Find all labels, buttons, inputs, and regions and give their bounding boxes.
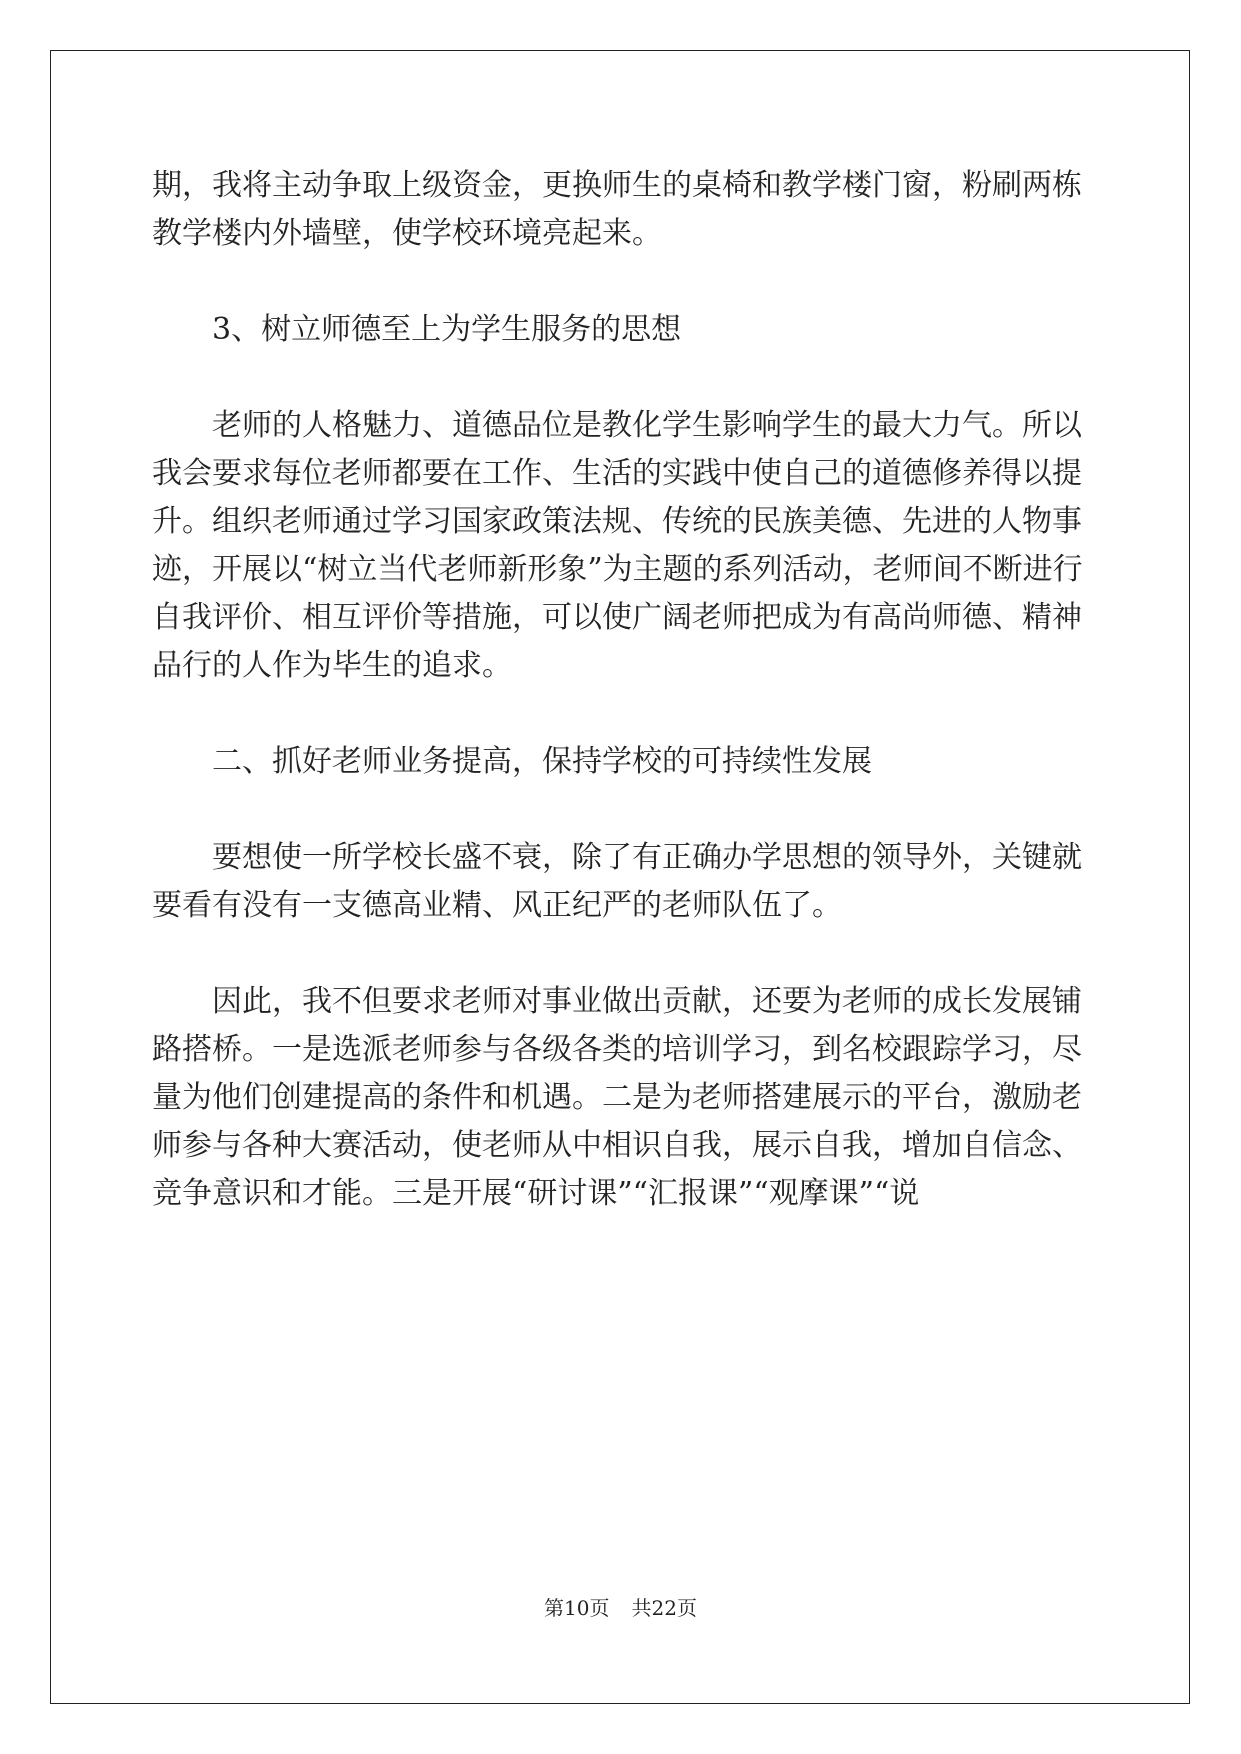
document-body — [152, 162, 1089, 1218]
paragraph: 要想使一所学校长盛不衰，除了有正确办学思想的领导外，关键就要看有没有一支德高业精、风正纪严的老师队伍了。 — [152, 840, 1082, 923]
paragraph: 期，我将主动争取上级资金，更换师生的桌椅和教学楼门窗，粉刷两栋教学楼内外墙壁，使学校环境亮起来。 — [152, 168, 1082, 251]
page-total: 共22页 — [631, 1596, 697, 1620]
page-footer — [0, 1592, 1241, 1621]
page-number: 第10页 — [544, 1596, 610, 1620]
paragraph: 因此，我不但要求老师对事业做出贡献，还要为老师的成长发展铺路搭桥。一是选派老师参与各级各类的培训学习，到名校跟踪学习，尽量为他们创建提高的条件和机遇。二是为老师搭建展示的平台，激励老师参与各种大赛活动，使老师从中相识自我，展示自我，增加自信念、竞争意识和才能。三是开展“研讨课”“汇报课”“观摩课”“说 — [152, 984, 1082, 1211]
paragraph: 老师的人格魅力、道德品位是教化学生影响学生的最大力气。所以我会要求每位老师都要在工作、生活的实践中使自己的道德修养得以提升。组织老师通过学习国家政策法规、传统的民族美德、先进的人物事迹，开展以“树立当代老师新形象”为主题的系列活动，老师间不断进行自我评价、相互评价等措施，可以使广阔老师把成为有高尚师德、精神品行的人作为毕生的追求。 — [152, 408, 1083, 683]
paragraph-heading: 二、抓好老师业务提高，保持学校的可持续性发展 — [212, 744, 872, 779]
paragraph-heading: 3、树立师德至上为学生服务的思想 — [212, 312, 682, 347]
